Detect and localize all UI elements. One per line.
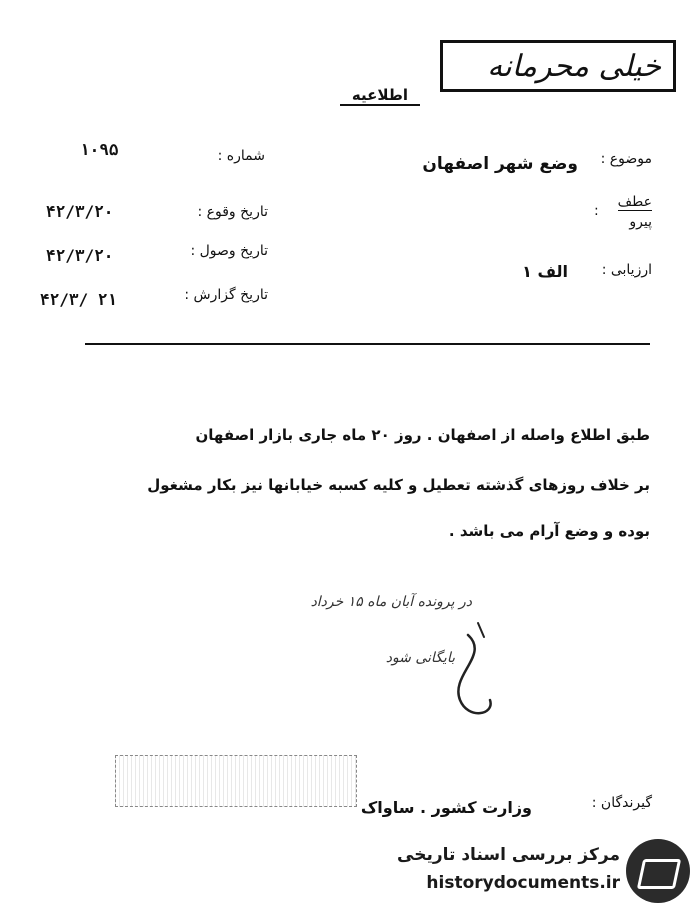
body-line-3: بوده و وضع آرام می باشد .	[448, 522, 650, 540]
followup-label: پیرو	[629, 214, 652, 230]
report-date-label: تاریخ گزارش :	[184, 287, 268, 303]
archive-url: historydocuments.ir	[426, 873, 620, 893]
archive-watermark	[397, 837, 690, 907]
incident-date-label: تاریخ وقوع :	[197, 204, 268, 220]
section-divider	[85, 343, 650, 345]
signature-mark	[440, 615, 520, 725]
archive-logo-icon	[626, 839, 690, 903]
redacted-area	[115, 755, 357, 807]
archive-name: مرکز بررسی اسناد تاریخی	[397, 845, 620, 865]
reference-label: عطف	[617, 194, 652, 210]
classification-stamp	[440, 40, 676, 92]
subject-value: وضع شهر اصفهان	[422, 154, 578, 174]
body-line-1: طبق اطلاع واصله از اصفهان . روز ۲۰ ماه جاری بازار اصفهان	[195, 426, 650, 444]
reference-colon: :	[594, 203, 599, 219]
incident-date-value: ۴۲/۳/۲۰	[46, 202, 114, 221]
number-value: ۱۰۹۵	[80, 140, 119, 159]
report-date-value: ۴۲/۳/ ۲۱	[40, 290, 118, 309]
classification-text: خیلی محرمانه	[487, 49, 661, 84]
handwritten-note-line-2: بایگانی شود	[385, 650, 455, 666]
evaluation-label: ارزیابی :	[601, 262, 652, 278]
document-type-title: اطلاعیه	[340, 86, 420, 106]
body-line-2: بر خلاف روزهای گذشته تعطیل و کلیه کسبه خیابانها نیز بکار مشغول	[147, 476, 650, 494]
subject-label: موضوع :	[600, 151, 652, 167]
evaluation-value: الف ۱	[522, 262, 568, 281]
receipt-date-value: ۴۲/۳/۲۰	[46, 246, 114, 265]
receipt-date-label: تاریخ وصول :	[190, 243, 268, 259]
recipients-label: گیرندگان :	[591, 795, 652, 811]
handwritten-note-line-1: در پرونده آبان ماه ۱۵ خرداد	[310, 594, 472, 610]
recipients-value: وزارت کشور . ساواک	[360, 798, 532, 817]
number-label: شماره :	[217, 148, 265, 164]
